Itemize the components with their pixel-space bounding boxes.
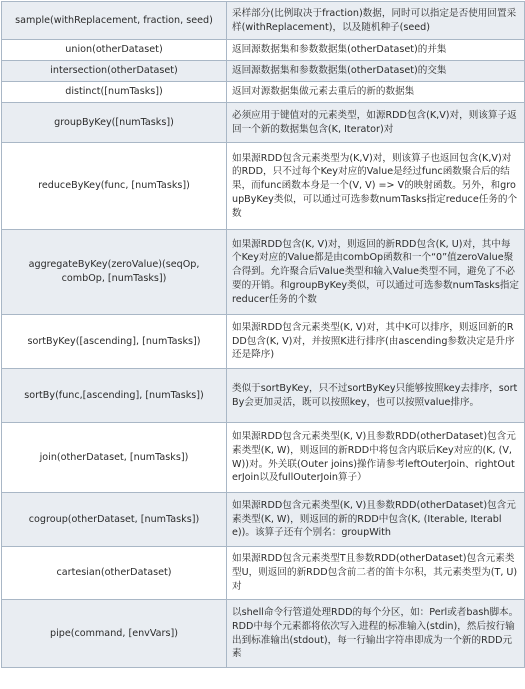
table-row	[2, 103, 525, 143]
method-cell: pipe(command, [envVars])	[2, 600, 227, 668]
method-cell: distinct([numTasks])	[2, 82, 227, 103]
description-cell: 返回对源数据集做元素去重后的新的数据集	[227, 82, 525, 103]
operator-table-body	[2, 2, 525, 668]
table-row	[2, 143, 525, 230]
method-cell: sortByKey([ascending], [numTasks])	[2, 315, 227, 369]
method-cell: aggregateByKey(zeroValue)(seqOp, combOp, [numTasks])	[2, 230, 227, 315]
table-row	[2, 493, 525, 547]
table-row	[2, 2, 525, 40]
table-row	[2, 40, 525, 61]
table-row	[2, 82, 525, 103]
method-cell: intersection(otherDataset)	[2, 61, 227, 82]
table-row	[2, 230, 525, 315]
method-cell: cartesian(otherDataset)	[2, 547, 227, 600]
method-cell: join(otherDataset, [numTasks])	[2, 423, 227, 493]
table-row	[2, 423, 525, 493]
table-row	[2, 61, 525, 82]
operator-table	[1, 1, 525, 668]
description-cell: 如果源RDD包含元素类型(K, V)且参数RDD(otherDataset)包含元素类型(K, W)，则返回的新的RDD中包含(K, (Iterable, Iterable))。该算子还有个别名：groupWith	[227, 493, 525, 547]
method-cell: sample(withReplacement, fraction, seed)	[2, 2, 227, 40]
table-row	[2, 547, 525, 600]
description-cell: 如果源RDD包含元素类型T且参数RDD(otherDataset)包含元素类型U，则返回的新RDD包含前二者的笛卡尔积，其元素类型为(T, U)对	[227, 547, 525, 600]
description-cell: 如果源RDD包含元素类型(K, V)对，其中K可以排序，则返回新的RDD包含(K, V)对，并按照K进行排序(由ascending参数决定是升序还是降序)	[227, 315, 525, 369]
description-cell: 如果源RDD包含元素类型(K, V)且参数RDD(otherDataset)包含元素类型(K, W)，则返回的新RDD中将包含内联后Key对应的(K, (V, W))对。外关联(Outer joins)操作请参考leftOuterJoin、rightOuterJoin以及fullOuterJoin算子）	[227, 423, 525, 493]
method-cell: sortBy(func,[ascending], [numTasks])	[2, 369, 227, 423]
description-cell: 类似于sortByKey，只不过sortByKey只能够按照key去排序，sortBy会更加灵活，既可以按照key，也可以按照value排序。	[227, 369, 525, 423]
description-cell: 如果源RDD包含元素类型为(K,V)对，则该算子也返回包含(K,V)对的RDD，只不过每个Key对应的Value是经过func函数聚合后的结果，而func函数本身是一个(V, V) => V的映射函数。另外，和groupByKey类似，可以通过可选参数numTasks指定reduce任务的个数	[227, 143, 525, 230]
description-cell: 采样部分(比例取决于fraction)数据，同时可以指定是否使用回置采样(withReplacement)，以及随机种子(seed)	[227, 2, 525, 40]
table-row	[2, 315, 525, 369]
method-cell: reduceByKey(func, [numTasks])	[2, 143, 227, 230]
table-row	[2, 600, 525, 668]
description-cell: 返回源数据集和参数数据集(otherDataset)的交集	[227, 61, 525, 82]
table-row	[2, 369, 525, 423]
method-cell: groupByKey([numTasks])	[2, 103, 227, 143]
method-cell: cogroup(otherDataset, [numTasks])	[2, 493, 227, 547]
description-cell: 返回源数据集和参数数据集(otherDataset)的并集	[227, 40, 525, 61]
description-cell: 以shell命令行管道处理RDD的每个分区，如：Perl或者bash脚本。RDD中每个元素都将依次写入进程的标准输入(stdin)，然后按行输出到标准输出(stdout)，每一行输出字符串即成为一个新的RDD元素	[227, 600, 525, 668]
method-cell: union(otherDataset)	[2, 40, 227, 61]
description-cell: 必须应用于键值对的元素类型，如源RDD包含(K,V)对，则该算子返回一个新的数据集包含(K, Iterator)对	[227, 103, 525, 143]
description-cell: 如果源RDD包含(K, V)对，则返回的新RDD包含(K, U)对，其中每个Key对应的Value都是由combOp函数和一个“0”值zeroValue聚合得到。允许聚合后Value类型和输入Value类型不同，避免了不必要的开销。和groupByKey类似，可以通过可选参数numTasks指定reducer任务的个数	[227, 230, 525, 315]
